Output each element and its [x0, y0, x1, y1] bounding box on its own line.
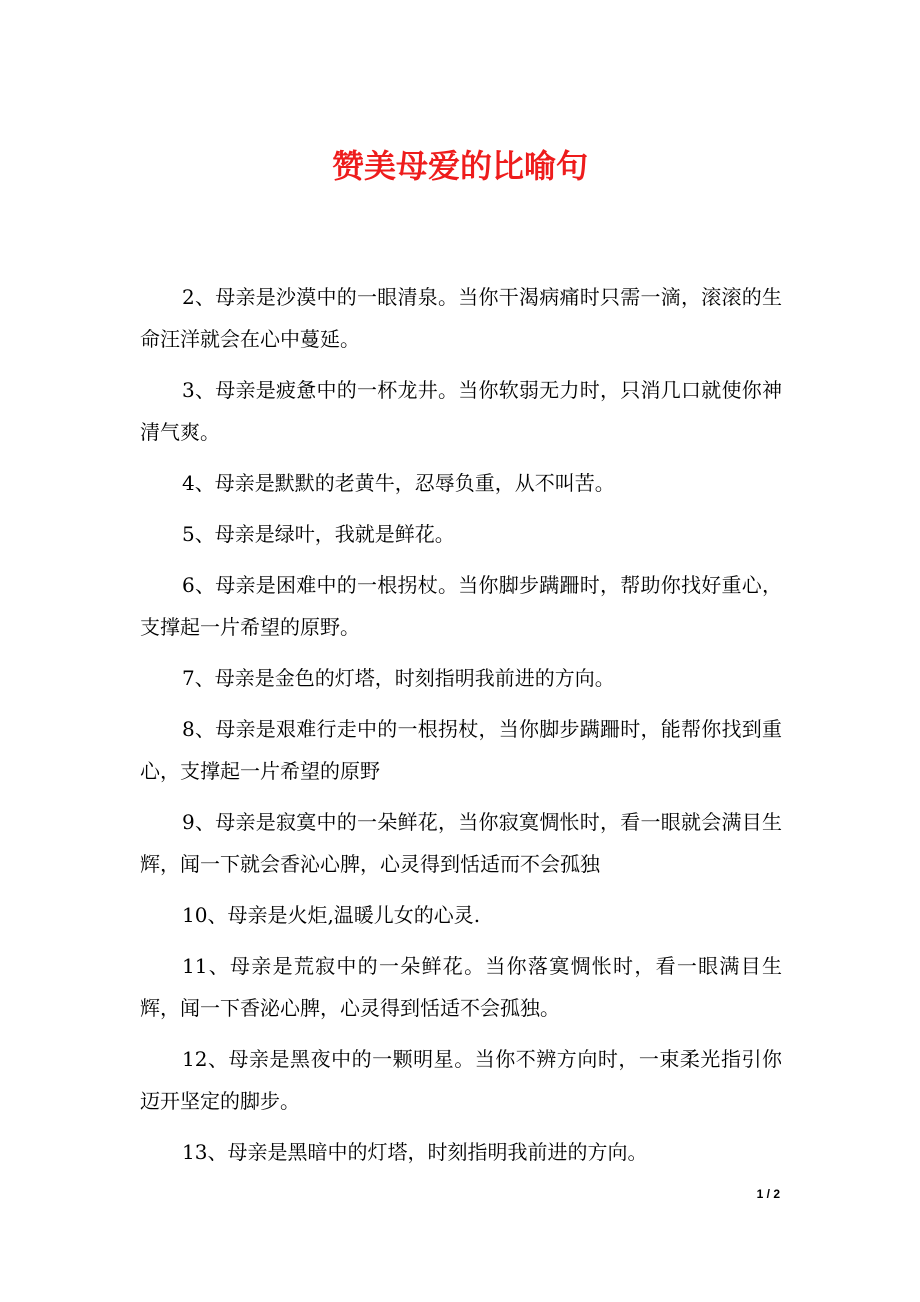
paragraph-8: 8、母亲是艰难行走中的一根拐杖，当你脚步蹒跚时，能帮你找到重心，支撑起一片希望的原野 — [140, 717, 782, 783]
paragraph-4: 4、母亲是默默的老黄牛，忍辱负重，从不叫苦。 — [182, 471, 615, 495]
paragraph-3: 3、母亲是疲惫中的一杯龙井。当你软弱无力时，只消几口就使你神清气爽。 — [140, 378, 782, 444]
paragraph-6: 6、母亲是困难中的一根拐杖。当你脚步蹒跚时，帮助你找好重心，支撑起一片希望的原野。 — [140, 573, 782, 639]
paragraph-12: 12、母亲是黑夜中的一颗明星。当你不辨方向时，一束柔光指引你迈开坚定的脚步。 — [140, 1047, 782, 1113]
page-number: 1 / 2 — [756, 1187, 780, 1201]
paragraph-10: 10、母亲是火炬,温暖儿女的心灵. — [182, 903, 481, 927]
paragraph-5: 5、母亲是绿叶，我就是鲜花。 — [182, 522, 455, 546]
document-body — [140, 276, 782, 1182]
page-title: 赞美母爱的比喻句 — [331, 147, 588, 185]
paragraph-7: 7、母亲是金色的灯塔，时刻指明我前进的方向。 — [182, 666, 615, 690]
paragraph-9: 9、母亲是寂寞中的一朵鲜花，当你寂寞惆怅时，看一眼就会满目生辉，闻一下就会香沁心脾，心灵得到恬适而不会孤独 — [140, 810, 782, 876]
paragraph-11: 11、母亲是荒寂中的一朵鲜花。当你落寞惆怅时，看一眼满目生辉，闻一下香泌心脾，心灵得到恬适不会孤独。 — [140, 954, 782, 1020]
paragraph-2: 2、母亲是沙漠中的一眼清泉。当你干渴病痛时只需一滴，滚滚的生命汪洋就会在心中蔓延。 — [140, 285, 782, 351]
paragraph-13: 13、母亲是黑暗中的灯塔，时刻指明我前进的方向。 — [182, 1140, 648, 1164]
